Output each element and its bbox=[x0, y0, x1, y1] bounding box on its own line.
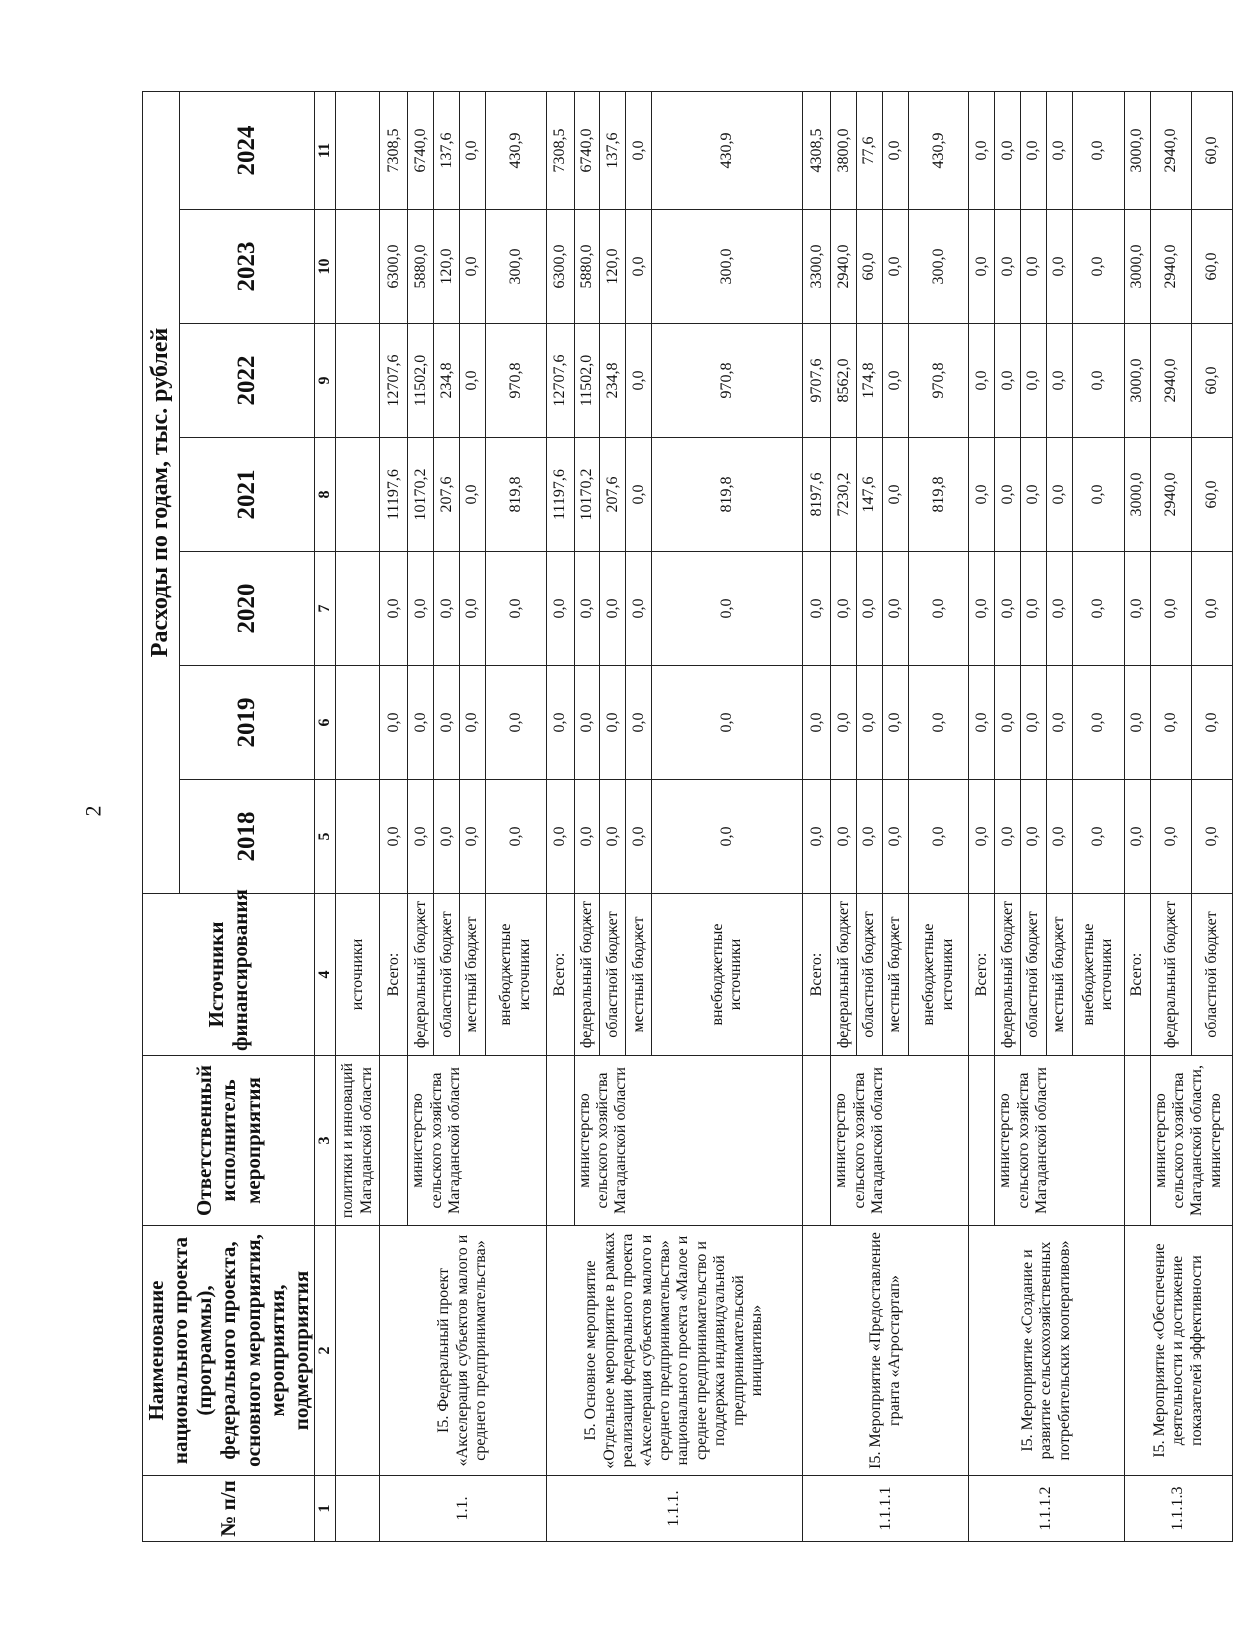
row-value: 0,0 bbox=[803, 666, 831, 780]
table-body bbox=[380, 91, 1233, 1541]
row-value: 8197,6 bbox=[803, 438, 831, 552]
row-value: 0,0 bbox=[831, 666, 857, 780]
row-value: 0,0 bbox=[857, 780, 883, 894]
row-value: 9707,6 bbox=[803, 324, 831, 438]
row-number: 1.1.1.1 bbox=[803, 1476, 969, 1542]
row-value: 6740,0 bbox=[574, 91, 600, 209]
row-source: областной бюджет bbox=[600, 894, 626, 1056]
row-value: 0,0 bbox=[1191, 666, 1232, 780]
row-value: 970,8 bbox=[909, 324, 969, 438]
row-value: 0,0 bbox=[652, 780, 803, 894]
col-number: 8 bbox=[314, 438, 335, 552]
row-value: 0,0 bbox=[883, 666, 909, 780]
col-number: 1 bbox=[314, 1476, 335, 1542]
row-value: 0,0 bbox=[803, 780, 831, 894]
row-value: 0,0 bbox=[969, 438, 995, 552]
cont-executor: политики и инноваций Магаданской области bbox=[336, 1056, 380, 1226]
row-value: 207,6 bbox=[600, 438, 626, 552]
row-value: 0,0 bbox=[408, 666, 434, 780]
row-value: 0,0 bbox=[1072, 438, 1124, 552]
row-value: 0,0 bbox=[1191, 780, 1232, 894]
row-value: 0,0 bbox=[626, 780, 652, 894]
row-value: 11197,6 bbox=[546, 438, 574, 552]
row-value: 0,0 bbox=[1124, 666, 1150, 780]
header-executor: Ответственный исполнитель мероприятия bbox=[143, 1056, 315, 1226]
row-value: 0,0 bbox=[1047, 91, 1073, 209]
row-value: 10170,2 bbox=[408, 438, 434, 552]
row-value: 0,0 bbox=[600, 666, 626, 780]
row-executor: министерство сельского хозяйства Магаданской области bbox=[408, 1056, 546, 1226]
row-value: 0,0 bbox=[1072, 210, 1124, 324]
row-value: 0,0 bbox=[1047, 438, 1073, 552]
cont-source: источники bbox=[336, 894, 380, 1056]
row-executor-spacer bbox=[546, 1056, 574, 1226]
row-executor-spacer bbox=[1124, 1056, 1150, 1226]
row-value: 3300,0 bbox=[803, 210, 831, 324]
row-value: 0,0 bbox=[1021, 780, 1047, 894]
row-value: 12707,6 bbox=[546, 324, 574, 438]
row-source: федеральный бюджет bbox=[831, 894, 857, 1056]
header-num: № п/п bbox=[143, 1476, 315, 1542]
row-source: Всего: bbox=[969, 894, 995, 1056]
row-value: 60,0 bbox=[1191, 210, 1232, 324]
row-value: 0,0 bbox=[574, 552, 600, 666]
row-value: 0,0 bbox=[1021, 210, 1047, 324]
table-row bbox=[380, 91, 408, 1541]
row-value: 2940,0 bbox=[831, 210, 857, 324]
row-value: 234,8 bbox=[600, 324, 626, 438]
header-expenses: Расходы по годам, тыс. рублей bbox=[143, 91, 180, 893]
row-value: 0,0 bbox=[995, 552, 1021, 666]
row-value: 0,0 bbox=[1150, 552, 1191, 666]
cont-name-cell bbox=[336, 1226, 380, 1476]
row-value: 0,0 bbox=[969, 91, 995, 209]
row-value: 3000,0 bbox=[1124, 324, 1150, 438]
row-value: 0,0 bbox=[831, 780, 857, 894]
table-row bbox=[546, 91, 574, 1541]
row-name: I5. Мероприятие «Создание и развитие сельскохозяйственных потребительских кооперативов» bbox=[969, 1226, 1124, 1476]
row-value: 0,0 bbox=[574, 666, 600, 780]
row-source: федеральный бюджет bbox=[408, 894, 434, 1056]
row-value: 234,8 bbox=[434, 324, 460, 438]
row-value: 120,0 bbox=[434, 210, 460, 324]
row-value: 0,0 bbox=[883, 780, 909, 894]
row-source: местный бюджет bbox=[626, 894, 652, 1056]
row-value: 6300,0 bbox=[546, 210, 574, 324]
row-value: 0,0 bbox=[995, 438, 1021, 552]
row-value: 0,0 bbox=[995, 666, 1021, 780]
row-value: 12707,6 bbox=[380, 324, 408, 438]
row-value: 0,0 bbox=[969, 552, 995, 666]
row-value: 7308,5 bbox=[380, 91, 408, 209]
row-value: 0,0 bbox=[995, 210, 1021, 324]
row-executor: министерство сельского хозяйства Магаданской области bbox=[831, 1056, 969, 1226]
row-value: 0,0 bbox=[857, 666, 883, 780]
row-source: внебюджетные источники bbox=[486, 894, 546, 1056]
row-value: 0,0 bbox=[652, 666, 803, 780]
row-value: 0,0 bbox=[1047, 324, 1073, 438]
row-value: 819,8 bbox=[652, 438, 803, 552]
table-row bbox=[1124, 91, 1150, 1541]
row-value: 0,0 bbox=[995, 91, 1021, 209]
row-value: 430,9 bbox=[652, 91, 803, 209]
row-value: 0,0 bbox=[434, 552, 460, 666]
row-value: 0,0 bbox=[1072, 666, 1124, 780]
col-number: 10 bbox=[314, 210, 335, 324]
row-source: областной бюджет bbox=[434, 894, 460, 1056]
row-value: 0,0 bbox=[626, 324, 652, 438]
row-value: 970,8 bbox=[652, 324, 803, 438]
row-source: внебюджетные источники bbox=[909, 894, 969, 1056]
header-year: 2019 bbox=[180, 666, 315, 780]
row-source: Всего: bbox=[546, 894, 574, 1056]
row-value: 0,0 bbox=[1072, 780, 1124, 894]
row-executor-spacer bbox=[969, 1056, 995, 1226]
row-source: местный бюджет bbox=[1047, 894, 1073, 1056]
row-value: 0,0 bbox=[1191, 552, 1232, 666]
row-value: 0,0 bbox=[408, 780, 434, 894]
row-value: 0,0 bbox=[626, 438, 652, 552]
row-value: 0,0 bbox=[1021, 324, 1047, 438]
row-value: 0,0 bbox=[434, 780, 460, 894]
row-value: 0,0 bbox=[1124, 780, 1150, 894]
row-value: 0,0 bbox=[460, 666, 486, 780]
row-value: 0,0 bbox=[995, 324, 1021, 438]
col-number: 4 bbox=[314, 894, 335, 1056]
row-name: I5. Федеральный проект «Акселерация субъектов малого и среднего предпринимательства» bbox=[380, 1226, 546, 1476]
row-value: 2940,0 bbox=[1150, 210, 1191, 324]
row-value: 0,0 bbox=[1150, 666, 1191, 780]
col-number: 7 bbox=[314, 552, 335, 666]
row-value: 970,8 bbox=[486, 324, 546, 438]
row-source: Всего: bbox=[803, 894, 831, 1056]
header-year: 2018 bbox=[180, 780, 315, 894]
row-name: I5. Мероприятие «Предоставление гранта «Агростартап» bbox=[803, 1226, 969, 1476]
header-name: Наименование национального проекта (программы), федерального проекта, основного мероприятия, мероприятия, подмероприятия bbox=[143, 1226, 315, 1476]
row-value: 3000,0 bbox=[1124, 438, 1150, 552]
row-value: 0,0 bbox=[460, 324, 486, 438]
row-value: 0,0 bbox=[831, 552, 857, 666]
row-value: 0,0 bbox=[626, 210, 652, 324]
row-value: 0,0 bbox=[1072, 324, 1124, 438]
row-value: 0,0 bbox=[546, 780, 574, 894]
row-value: 60,0 bbox=[1191, 91, 1232, 209]
table-row bbox=[969, 91, 995, 1541]
row-value: 3800,0 bbox=[831, 91, 857, 209]
row-executor: министерство сельского хозяйства Магаданской области bbox=[995, 1056, 1124, 1226]
row-value: 0,0 bbox=[1047, 780, 1073, 894]
header-year: 2021 bbox=[180, 438, 315, 552]
col-number: 2 bbox=[314, 1226, 335, 1476]
row-value: 2940,0 bbox=[1150, 91, 1191, 209]
row-number: 1.1.1.2 bbox=[969, 1476, 1124, 1542]
row-value: 147,6 bbox=[857, 438, 883, 552]
row-value: 5880,0 bbox=[574, 210, 600, 324]
row-value: 0,0 bbox=[652, 552, 803, 666]
row-value: 0,0 bbox=[1021, 552, 1047, 666]
row-value: 7308,5 bbox=[546, 91, 574, 209]
row-value: 3000,0 bbox=[1124, 210, 1150, 324]
row-source: областной бюджет bbox=[1191, 894, 1232, 1056]
row-value: 8562,0 bbox=[831, 324, 857, 438]
row-value: 430,9 bbox=[909, 91, 969, 209]
financing-table bbox=[142, 91, 1233, 1542]
row-value: 0,0 bbox=[1021, 91, 1047, 209]
row-value: 0,0 bbox=[460, 210, 486, 324]
row-executor-spacer bbox=[803, 1056, 831, 1226]
table-row bbox=[803, 91, 831, 1541]
row-value: 300,0 bbox=[652, 210, 803, 324]
row-value: 0,0 bbox=[380, 552, 408, 666]
row-value: 0,0 bbox=[380, 780, 408, 894]
row-value: 0,0 bbox=[883, 438, 909, 552]
row-value: 0,0 bbox=[486, 552, 546, 666]
row-value: 0,0 bbox=[909, 780, 969, 894]
row-value: 174,8 bbox=[857, 324, 883, 438]
row-value: 137,6 bbox=[434, 91, 460, 209]
row-value: 11502,0 bbox=[408, 324, 434, 438]
row-value: 0,0 bbox=[1047, 552, 1073, 666]
col-number: 6 bbox=[314, 666, 335, 780]
col-number: 3 bbox=[314, 1056, 335, 1226]
header-year: 2024 bbox=[180, 91, 315, 209]
row-source: Всего: bbox=[1124, 894, 1150, 1056]
row-source: местный бюджет bbox=[883, 894, 909, 1056]
row-value: 60,0 bbox=[1191, 438, 1232, 552]
row-number: 1.1.1.3 bbox=[1124, 1476, 1233, 1542]
header-year: 2020 bbox=[180, 552, 315, 666]
row-source: областной бюджет bbox=[1021, 894, 1047, 1056]
row-value: 7230,2 bbox=[831, 438, 857, 552]
col-number: 9 bbox=[314, 324, 335, 438]
row-value: 0,0 bbox=[460, 552, 486, 666]
row-value: 60,0 bbox=[1191, 324, 1232, 438]
row-value: 819,8 bbox=[486, 438, 546, 552]
row-value: 0,0 bbox=[883, 324, 909, 438]
row-value: 0,0 bbox=[857, 552, 883, 666]
row-value: 0,0 bbox=[486, 780, 546, 894]
row-value: 0,0 bbox=[574, 780, 600, 894]
row-value: 0,0 bbox=[626, 91, 652, 209]
row-value: 0,0 bbox=[969, 780, 995, 894]
row-value: 11502,0 bbox=[574, 324, 600, 438]
row-value: 6740,0 bbox=[408, 91, 434, 209]
row-value: 0,0 bbox=[883, 210, 909, 324]
row-value: 430,9 bbox=[486, 91, 546, 209]
header-year: 2023 bbox=[180, 210, 315, 324]
row-value: 0,0 bbox=[1124, 552, 1150, 666]
row-value: 120,0 bbox=[600, 210, 626, 324]
row-value: 0,0 bbox=[626, 666, 652, 780]
row-executor: министерство сельского хозяйства Магаданской области, министерство bbox=[1150, 1056, 1233, 1226]
row-value: 0,0 bbox=[803, 552, 831, 666]
row-value: 0,0 bbox=[600, 780, 626, 894]
row-value: 819,8 bbox=[909, 438, 969, 552]
row-value: 0,0 bbox=[460, 91, 486, 209]
row-value: 0,0 bbox=[1047, 666, 1073, 780]
page-number: 2 bbox=[80, 805, 106, 817]
row-value: 4308,5 bbox=[803, 91, 831, 209]
row-number: 1.1.1. bbox=[546, 1476, 803, 1542]
row-value: 0,0 bbox=[1021, 438, 1047, 552]
row-value: 3000,0 bbox=[1124, 91, 1150, 209]
row-value: 0,0 bbox=[408, 552, 434, 666]
cont-num-cell bbox=[336, 1476, 380, 1542]
row-name: I5. Мероприятие «Обеспечение деятельности и достижение показателей эффективности bbox=[1124, 1226, 1233, 1476]
row-value: 0,0 bbox=[380, 666, 408, 780]
row-value: 60,0 bbox=[857, 210, 883, 324]
row-source: федеральный бюджет bbox=[1150, 894, 1191, 1056]
row-value: 2940,0 bbox=[1150, 438, 1191, 552]
row-value: 11197,6 bbox=[380, 438, 408, 552]
row-value: 0,0 bbox=[460, 780, 486, 894]
row-value: 0,0 bbox=[546, 552, 574, 666]
row-value: 0,0 bbox=[969, 324, 995, 438]
row-value: 0,0 bbox=[909, 552, 969, 666]
row-value: 0,0 bbox=[1021, 666, 1047, 780]
row-value: 300,0 bbox=[486, 210, 546, 324]
row-value: 0,0 bbox=[486, 666, 546, 780]
row-value: 0,0 bbox=[1072, 552, 1124, 666]
rotated-table-container bbox=[142, 92, 1224, 1542]
row-value: 0,0 bbox=[1047, 210, 1073, 324]
col-number: 5 bbox=[314, 780, 335, 894]
row-value: 0,0 bbox=[969, 666, 995, 780]
row-value: 0,0 bbox=[883, 552, 909, 666]
row-value: 207,6 bbox=[434, 438, 460, 552]
row-value: 6300,0 bbox=[380, 210, 408, 324]
row-value: 0,0 bbox=[600, 552, 626, 666]
row-value: 77,6 bbox=[857, 91, 883, 209]
row-value: 2940,0 bbox=[1150, 324, 1191, 438]
row-executor-spacer bbox=[380, 1056, 408, 1226]
row-value: 300,0 bbox=[909, 210, 969, 324]
row-value: 5880,0 bbox=[408, 210, 434, 324]
row-source: внебюджетные источники bbox=[652, 894, 803, 1056]
row-source: федеральный бюджет bbox=[995, 894, 1021, 1056]
row-source: федеральный бюджет bbox=[574, 894, 600, 1056]
row-executor: министерство сельского хозяйства Магаданской области bbox=[574, 1056, 803, 1226]
row-value: 0,0 bbox=[1072, 91, 1124, 209]
row-value: 0,0 bbox=[883, 91, 909, 209]
row-value: 0,0 bbox=[969, 210, 995, 324]
row-value: 0,0 bbox=[909, 666, 969, 780]
row-source: Всего: bbox=[380, 894, 408, 1056]
row-value: 0,0 bbox=[546, 666, 574, 780]
header-year: 2022 bbox=[180, 324, 315, 438]
row-value: 0,0 bbox=[1150, 780, 1191, 894]
row-value: 0,0 bbox=[626, 552, 652, 666]
row-value: 0,0 bbox=[460, 438, 486, 552]
col-number: 11 bbox=[314, 91, 335, 209]
row-name: I5. Основное мероприятие «Отдельное мероприятие в рамках реализации федерального проекта «Акселерация субъектов малого и среднего предпринимательства» национального проекта «Малое и среднее предпринимательство и поддержка индивидуальной предпринимательской инициативы» bbox=[546, 1226, 803, 1476]
row-source: местный бюджет bbox=[460, 894, 486, 1056]
row-source: внебюджетные источники bbox=[1072, 894, 1124, 1056]
row-value: 0,0 bbox=[434, 666, 460, 780]
header-sources: Источники финансирования bbox=[143, 894, 315, 1056]
row-value: 0,0 bbox=[995, 780, 1021, 894]
row-value: 10170,2 bbox=[574, 438, 600, 552]
row-source: областной бюджет bbox=[857, 894, 883, 1056]
row-number: 1.1. bbox=[380, 1476, 546, 1542]
row-value: 137,6 bbox=[600, 91, 626, 209]
